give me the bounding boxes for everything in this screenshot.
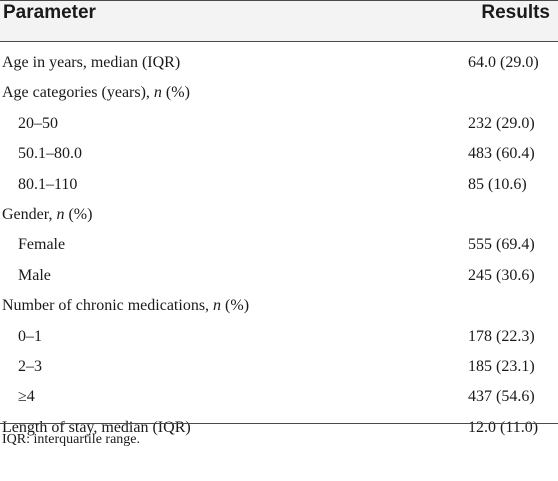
row-label: 20–50 [18,114,58,132]
row-value: 178 (22.3) [468,327,535,345]
table-row [0,322,558,352]
row-value: 185 (23.1) [468,357,535,375]
row-label: Age in years, median (IQR) [2,54,181,71]
table-row [0,109,558,139]
row-value: 232 (29.0) [468,114,535,132]
table-row [0,78,558,108]
row-label: ≥4 [18,388,35,406]
table-row [0,200,558,230]
row-label: 0–1 [18,327,42,345]
row-value: 85 (10.6) [468,175,527,193]
row-label: Gender, n (%) [2,205,93,223]
row-label: Length of stay, median (IQR) [2,418,191,436]
table-row [0,291,558,321]
row-label: Age categories (years), n (%) [2,84,190,102]
row-label: Male [18,266,51,284]
table-row [0,170,558,200]
row-value: 12.0 (11.0) [468,418,539,436]
row-value: 437 (54.6) [468,388,535,406]
table-header [0,0,558,42]
table-row [0,139,558,169]
row-label: 50.1–80.0 [18,145,82,163]
row-label: 80.1–110 [18,175,78,193]
header-parameter: Parameter [3,2,96,23]
row-value: 245 (30.6) [468,266,535,284]
header-results: Results [481,2,550,23]
row-value: 483 (60.4) [468,145,535,163]
table-bottom-rule [0,423,558,424]
table-row [0,230,558,260]
table-row [0,352,558,382]
row-value: 64.0 (29.0) [468,54,539,71]
row-label: Number of chronic medications, n (%) [2,297,250,315]
row-label: 2–3 [18,357,42,375]
row-label: Female [18,236,66,254]
table-footnote: IQR: interquartile range. [2,432,141,447]
row-value: 555 (69.4) [468,236,535,254]
table-row [0,382,558,412]
table-row [0,261,558,291]
table-row [0,48,558,78]
table-body [0,48,558,443]
